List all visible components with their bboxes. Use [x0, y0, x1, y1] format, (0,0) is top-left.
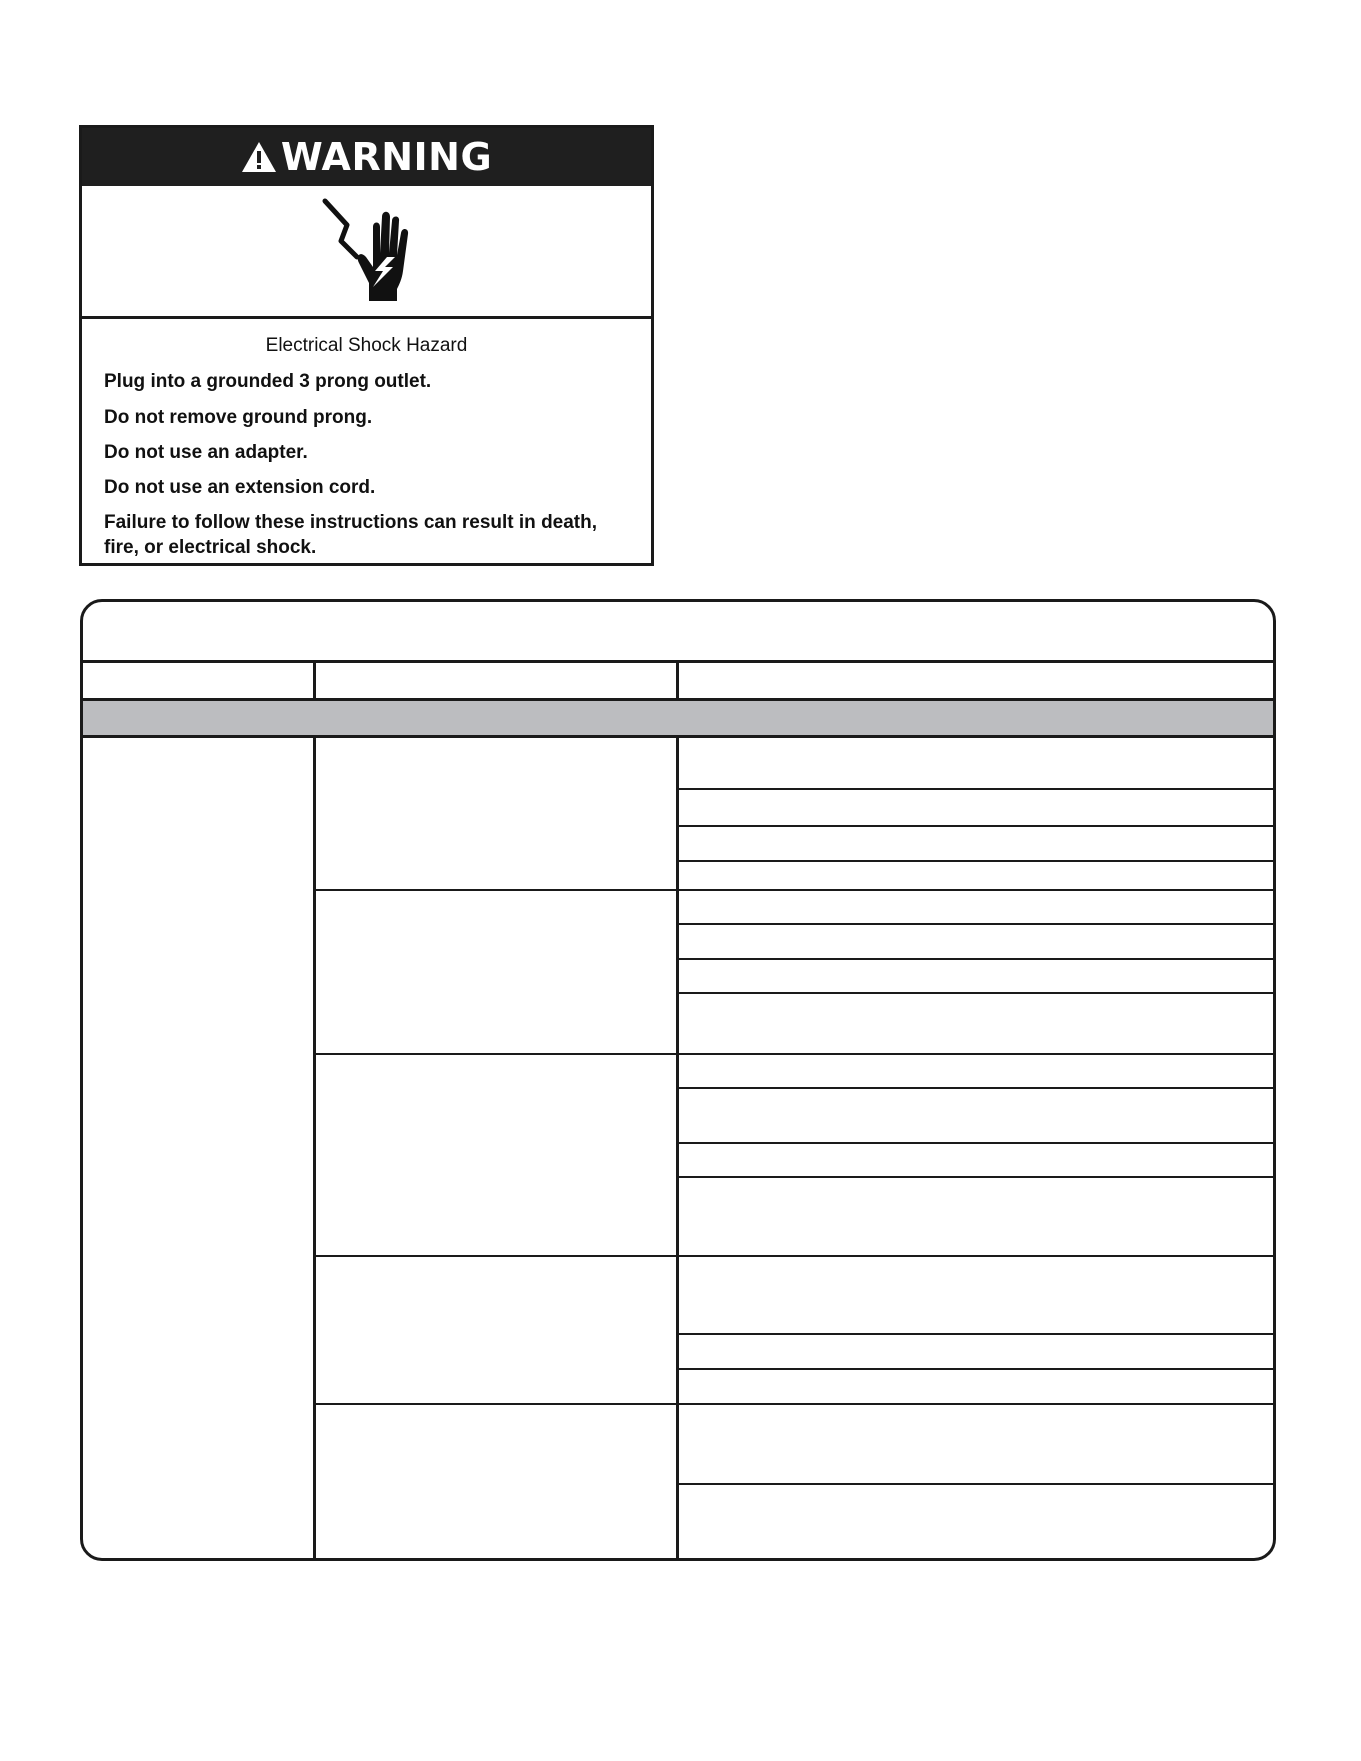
warning-header	[82, 128, 651, 186]
instruction-line: Do not use an extension cord.	[104, 477, 376, 498]
instruction-line: Do not use an adapter.	[104, 442, 308, 463]
solution-row-divider	[679, 992, 1273, 994]
electrical-shock-hand-icon	[317, 197, 417, 305]
warning-symbol-panel	[82, 186, 651, 319]
header-column-divider	[313, 662, 316, 698]
cause-group-divider	[316, 1255, 1273, 1257]
troubleshooting-table	[80, 599, 1276, 1561]
solution-row-divider	[679, 825, 1273, 827]
solution-row-divider	[679, 923, 1273, 925]
cause-group-divider	[316, 1053, 1273, 1055]
hazard-title: Electrical Shock Hazard	[265, 335, 468, 356]
instruction-line: Do not remove ground prong.	[104, 407, 373, 428]
solution-row-divider	[679, 1333, 1273, 1335]
column-divider	[676, 735, 679, 1558]
instruction-line: Failure to follow these instructions can result in death, fire, or electrical shock.	[104, 512, 598, 558]
warning-title: WARNING	[280, 135, 493, 179]
solution-row-divider	[679, 1176, 1273, 1178]
cause-group-divider	[316, 889, 1273, 891]
solution-row-divider	[679, 958, 1273, 960]
warning-body	[82, 319, 651, 563]
solution-row-divider	[679, 1368, 1273, 1370]
solution-row-divider	[679, 860, 1273, 862]
instruction-line: Plug into a grounded 3 prong outlet.	[104, 371, 432, 392]
solution-row-divider	[679, 1142, 1273, 1144]
section-band	[83, 698, 1273, 738]
column-divider	[313, 735, 316, 1558]
solution-row-divider	[679, 788, 1273, 790]
header-column-divider	[676, 662, 679, 698]
solution-row-divider	[679, 1483, 1273, 1485]
cause-group-divider	[316, 1403, 1273, 1405]
warning-triangle-icon	[241, 140, 277, 174]
warning-label	[79, 125, 654, 566]
solution-row-divider	[679, 1087, 1273, 1089]
